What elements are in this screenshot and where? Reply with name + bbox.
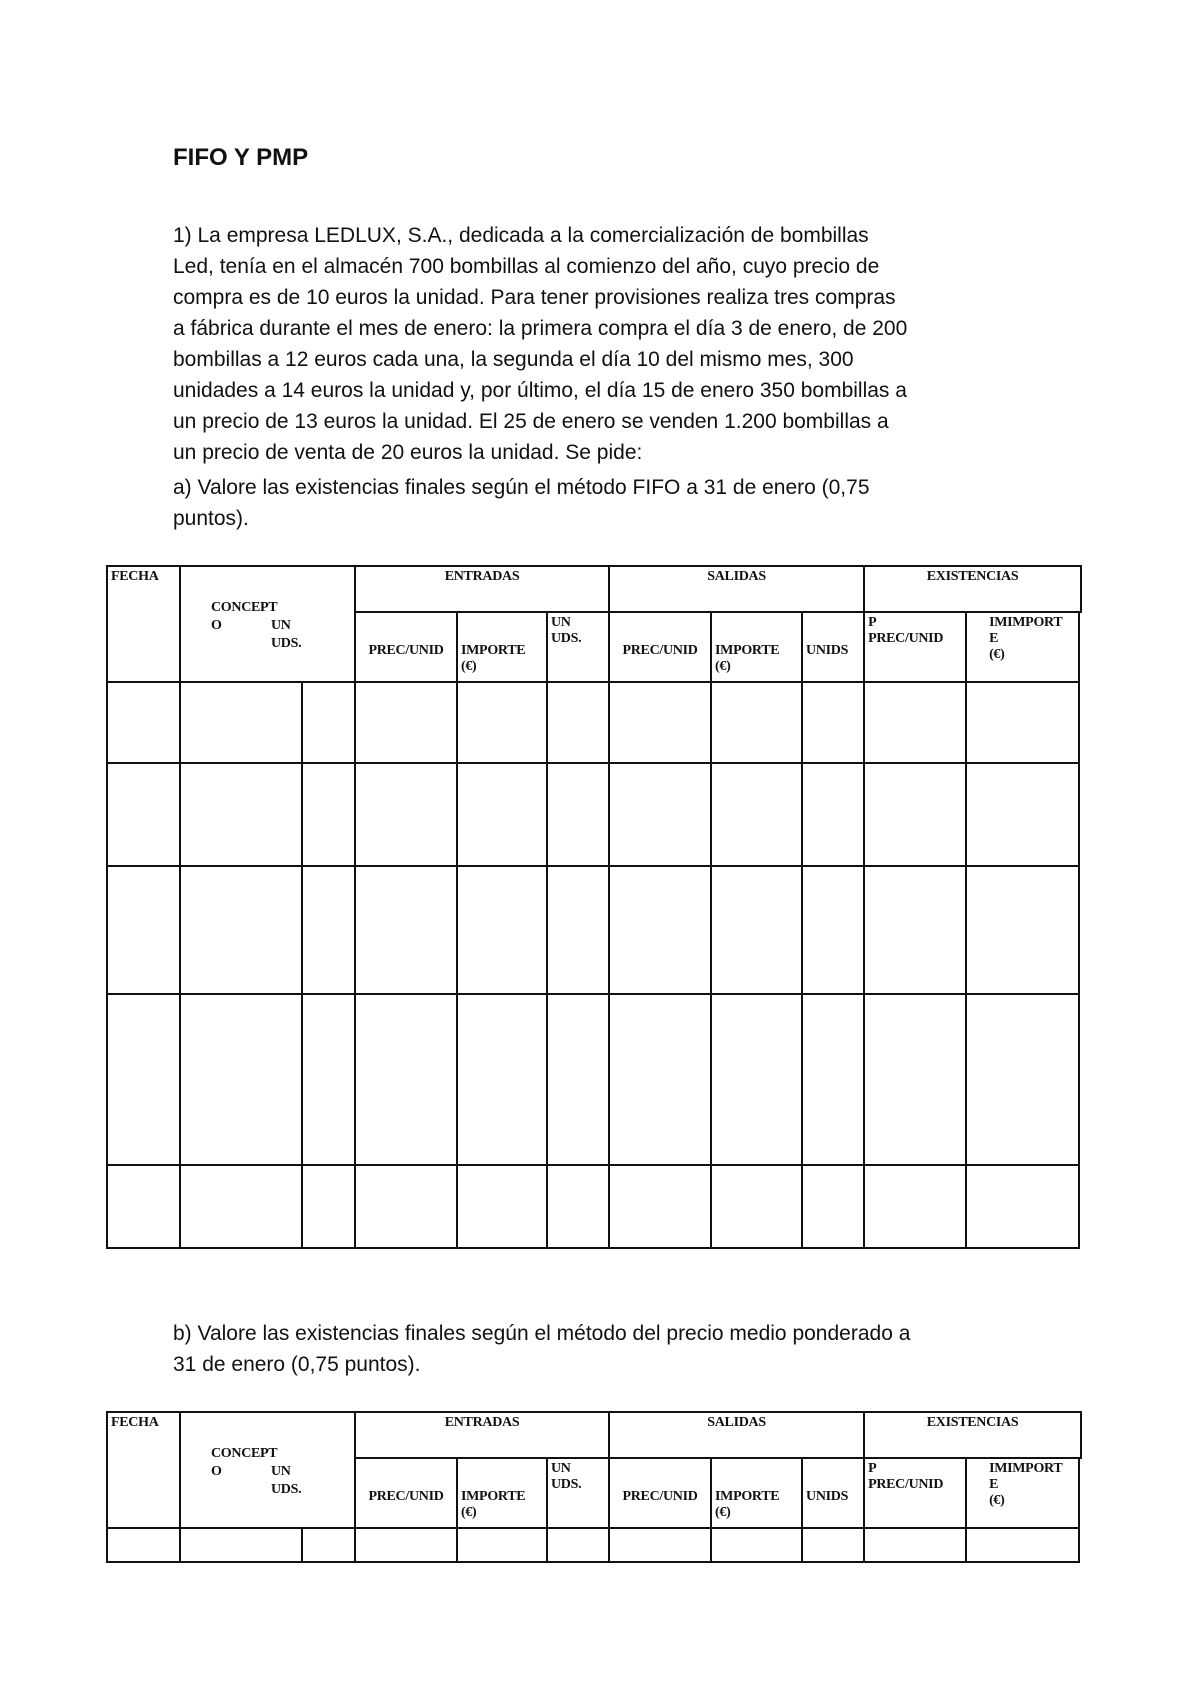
table-cell[interactable] xyxy=(180,763,302,866)
table-cell[interactable] xyxy=(107,763,180,866)
header-existencias-prec: P PREC/UNID xyxy=(864,1458,966,1528)
table-cell[interactable] xyxy=(302,682,355,763)
table-cell[interactable] xyxy=(302,763,355,866)
header-existencias: EXISTENCIAS xyxy=(864,566,1081,612)
table-cell[interactable] xyxy=(180,994,302,1165)
statement-line: compra es de 10 euros la unidad. Para tener provisiones realiza tres compras xyxy=(173,286,896,309)
header-fecha: FECHA xyxy=(107,566,180,682)
header-concepto: CONCEPT O UN UDS. xyxy=(180,1412,355,1528)
pmp-inventory-table xyxy=(106,1411,1082,1563)
table-cell[interactable] xyxy=(457,763,547,866)
table-row xyxy=(107,1165,1081,1248)
table-cell[interactable] xyxy=(711,763,802,866)
table-cell[interactable] xyxy=(457,1528,547,1562)
question-a-line: a) Valore las existencias finales según el método FIFO a 31 de enero (0,75 xyxy=(173,476,870,499)
table-row xyxy=(107,1528,1081,1562)
table-cell[interactable] xyxy=(457,994,547,1165)
table-cell[interactable] xyxy=(711,1165,802,1248)
header-entradas-prec: PREC/UNID xyxy=(355,1458,457,1528)
table-cell[interactable] xyxy=(802,682,864,763)
statement-line: un precio de venta de 20 euros la unidad. Se pide: xyxy=(173,441,643,464)
table-cell[interactable] xyxy=(864,994,966,1165)
question-b xyxy=(173,1318,1053,1380)
table-row xyxy=(107,866,1081,994)
table-cell[interactable] xyxy=(457,1165,547,1248)
table-cell[interactable] xyxy=(966,682,1079,763)
header-salidas-importe: IMPORTE (€) xyxy=(711,612,802,682)
table-cell[interactable] xyxy=(609,1528,711,1562)
table-cell[interactable] xyxy=(966,1165,1079,1248)
table-cell[interactable] xyxy=(302,866,355,994)
header-existencias-unids: UNIDS xyxy=(802,1458,864,1528)
header-existencias-importe: IMIMPORT E (€) xyxy=(966,1458,1079,1528)
table-row xyxy=(107,994,1081,1165)
table-cell[interactable] xyxy=(802,1528,864,1562)
table-cell[interactable] xyxy=(457,866,547,994)
table-cell[interactable] xyxy=(864,1528,966,1562)
table-cell[interactable] xyxy=(107,682,180,763)
statement-line: 1) La empresa LEDLUX, S.A., dedicada a la comercialización de bombillas xyxy=(173,224,869,247)
table-cell[interactable] xyxy=(180,1165,302,1248)
table-cell[interactable] xyxy=(547,1165,609,1248)
table-cell[interactable] xyxy=(802,763,864,866)
header-entradas: ENTRADAS xyxy=(355,566,609,612)
statement-line: Led, tenía en el almacén 700 bombillas al comienzo del año, cuyo precio de xyxy=(173,255,880,278)
table-cell[interactable] xyxy=(711,866,802,994)
header-entradas: ENTRADAS xyxy=(355,1412,609,1458)
page-title: FIFO Y PMP xyxy=(173,144,309,171)
table-cell[interactable] xyxy=(802,1165,864,1248)
header-existencias-unids: UNIDS xyxy=(802,612,864,682)
header-salidas-prec: PREC/UNID xyxy=(609,1458,711,1528)
table-cell[interactable] xyxy=(711,1528,802,1562)
table-row xyxy=(107,682,1081,763)
header-concepto: CONCEPT O UN UDS. xyxy=(180,566,355,682)
table-cell[interactable] xyxy=(966,994,1079,1165)
table-cell[interactable] xyxy=(609,994,711,1165)
table-cell[interactable] xyxy=(355,1528,457,1562)
table-cell[interactable] xyxy=(864,682,966,763)
question-a xyxy=(173,472,1053,534)
table-cell[interactable] xyxy=(966,763,1079,866)
table-cell[interactable] xyxy=(547,994,609,1165)
table-cell[interactable] xyxy=(355,682,457,763)
header-entradas-importe: IMPORTE (€) xyxy=(457,1458,547,1528)
table-cell[interactable] xyxy=(802,866,864,994)
table-cell[interactable] xyxy=(609,866,711,994)
header-fecha: FECHA xyxy=(107,1412,180,1528)
table-cell[interactable] xyxy=(180,682,302,763)
table-cell[interactable] xyxy=(355,763,457,866)
table-cell[interactable] xyxy=(864,763,966,866)
fifo-inventory-table xyxy=(106,565,1082,1249)
table-cell[interactable] xyxy=(609,682,711,763)
table-cell[interactable] xyxy=(966,866,1079,994)
table-cell[interactable] xyxy=(355,994,457,1165)
table-cell[interactable] xyxy=(107,994,180,1165)
header-salidas-uds: UN UDS. xyxy=(547,612,609,682)
table-cell[interactable] xyxy=(355,1165,457,1248)
table-row xyxy=(107,763,1081,866)
table-cell[interactable] xyxy=(180,866,302,994)
table-cell[interactable] xyxy=(547,763,609,866)
table-cell[interactable] xyxy=(302,1528,355,1562)
header-salidas-prec: PREC/UNID xyxy=(609,612,711,682)
statement-line: un precio de 13 euros la unidad. El 25 de enero se venden 1.200 bombillas a xyxy=(173,410,889,433)
table-cell[interactable] xyxy=(107,1528,180,1562)
table-cell[interactable] xyxy=(802,994,864,1165)
question-b-line: b) Valore las existencias finales según el método del precio medio ponderado a xyxy=(173,1322,911,1345)
header-entradas-importe: IMPORTE (€) xyxy=(457,612,547,682)
header-existencias-prec: P PREC/UNID xyxy=(864,612,966,682)
table-cell[interactable] xyxy=(302,994,355,1165)
header-salidas-importe: IMPORTE (€) xyxy=(711,1458,802,1528)
table-cell[interactable] xyxy=(107,1165,180,1248)
table-cell[interactable] xyxy=(711,682,802,763)
table-cell[interactable] xyxy=(547,1528,609,1562)
table-cell[interactable] xyxy=(711,994,802,1165)
table-cell[interactable] xyxy=(547,682,609,763)
table-cell[interactable] xyxy=(457,682,547,763)
question-b-line: 31 de enero (0,75 puntos). xyxy=(173,1353,421,1376)
header-salidas: SALIDAS xyxy=(609,566,864,612)
table-cell[interactable] xyxy=(547,866,609,994)
statement-line: a fábrica durante el mes de enero: la primera compra el día 3 de enero, de 200 xyxy=(173,317,908,340)
problem-statement xyxy=(173,220,1053,468)
header-existencias: EXISTENCIAS xyxy=(864,1412,1081,1458)
statement-line: unidades a 14 euros la unidad y, por último, el día 15 de enero 350 bombillas a xyxy=(173,379,907,402)
table-cell[interactable] xyxy=(180,1528,302,1562)
table-cell[interactable] xyxy=(864,866,966,994)
table-cell[interactable] xyxy=(302,1165,355,1248)
table-cell[interactable] xyxy=(864,1165,966,1248)
statement-line: bombillas a 12 euros cada una, la segunda el día 10 del mismo mes, 300 xyxy=(173,348,854,371)
header-salidas-uds: UN UDS. xyxy=(547,1458,609,1528)
header-salidas: SALIDAS xyxy=(609,1412,864,1458)
question-a-line: puntos). xyxy=(173,507,249,530)
table-cell[interactable] xyxy=(107,866,180,994)
table-cell[interactable] xyxy=(355,866,457,994)
table-cell[interactable] xyxy=(609,1165,711,1248)
table-cell[interactable] xyxy=(609,763,711,866)
table-cell[interactable] xyxy=(966,1528,1079,1562)
header-entradas-prec: PREC/UNID xyxy=(355,612,457,682)
header-existencias-importe: IMIMPORT E (€) xyxy=(966,612,1079,682)
